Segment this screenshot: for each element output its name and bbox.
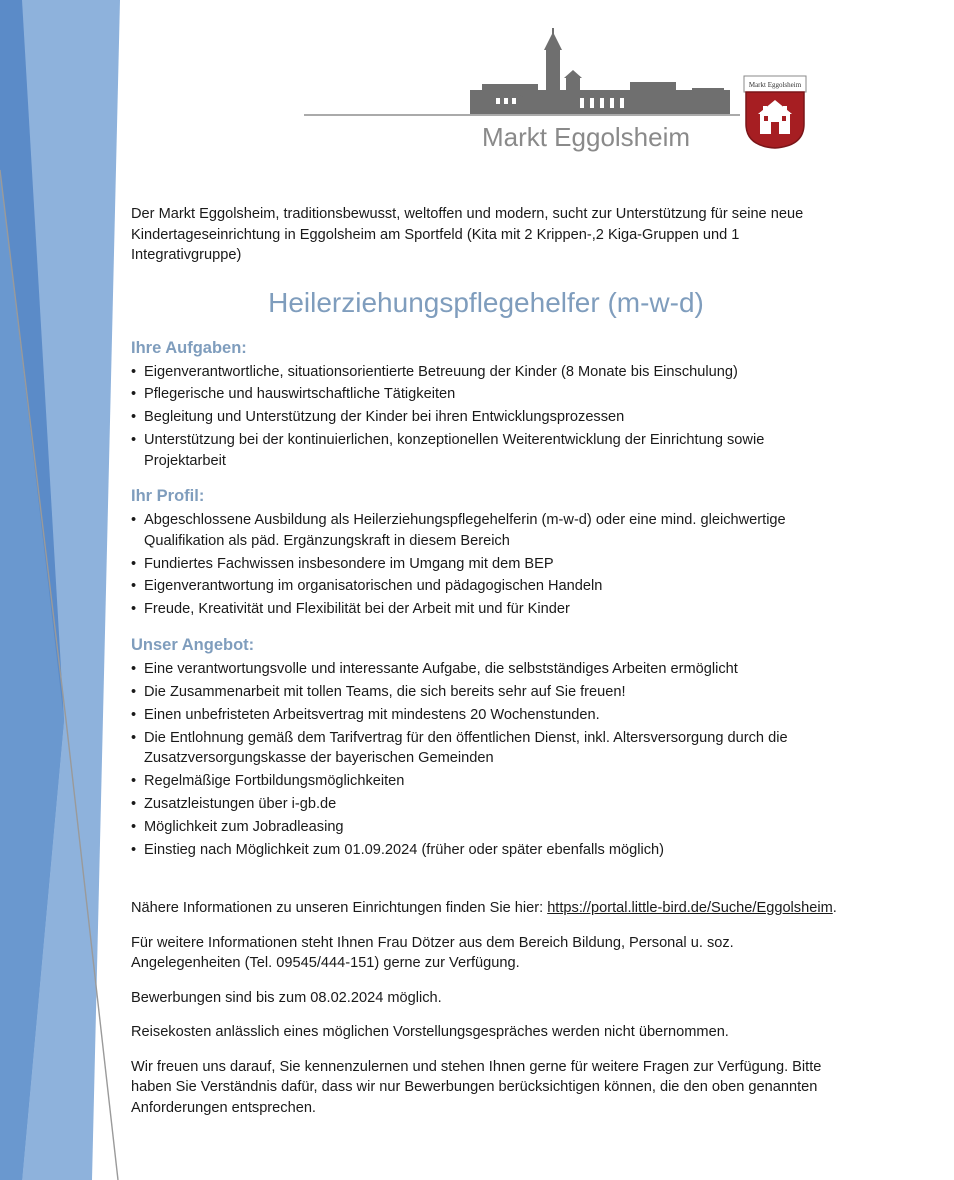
offer-list xyxy=(131,659,841,860)
info-paragraph xyxy=(131,898,841,919)
section-heading: Ihre Aufgaben: xyxy=(131,338,247,357)
section-angebot xyxy=(131,634,841,860)
list-item: • Eigenverantwortung im organisatorischen und pädagogischen Handeln xyxy=(131,576,841,597)
list-item: • Pflegerische und hauswirtschaftliche Tätigkeiten xyxy=(131,384,841,405)
job-ad-content xyxy=(131,204,841,1132)
travel-paragraph: Reisekosten anlässlich eines möglichen Vorstellungsgespräches werden nicht übernommen. xyxy=(131,1024,729,1041)
logo-text: Markt Eggolsheim xyxy=(481,122,691,152)
list-item: • Möglichkeit zum Jobradleasing xyxy=(131,817,841,838)
job-title: Heilerziehungspflegehelfer (m-w-d) xyxy=(268,286,704,318)
list-item: • Unterstützung bei der kontinuierlichen, konzeptionellen Weiterentwicklung der Einrichtung sowie Projektarbeit xyxy=(131,430,841,471)
portal-link[interactable]: https://portal.little-bird.de/Suche/Eggolsheim xyxy=(547,900,833,917)
list-item: • Regelmäßige Fortbildungsmöglichkeiten xyxy=(131,771,841,792)
list-item: • Die Zusammenarbeit mit tollen Teams, die sich bereits sehr auf Sie freuen! xyxy=(131,682,841,703)
task-list xyxy=(131,362,841,472)
info-prefix: Nähere Informationen zu unseren Einrichtungen finden Sie hier: xyxy=(131,900,548,917)
list-item: • Eigenverantwortliche, situationsorientierte Betreuung der Kinder (8 Monate bis Einschulung) xyxy=(131,362,841,383)
list-item: • Freude, Kreativität und Flexibilität bei der Arbeit mit und für Kinder xyxy=(131,599,841,620)
list-item: • Einen unbefristeten Arbeitsvertrag mit mindestens 20 Wochenstunden. xyxy=(131,705,841,726)
list-item: • Abgeschlossene Ausbildung als Heilerziehungspflegehelferin (m-w-d) oder eine mind. gleichwertige Qualifikation als päd. Ergänzungskraft in diesem Bereich xyxy=(131,510,841,551)
crest-label: Markt Eggolsheim xyxy=(748,81,802,89)
list-item: • Die Entlohnung gemäß dem Tarifvertrag für den öffentlichen Dienst, inkl. Altersversorgung durch die Zusatzversorgungskasse der bayerischen Gemeinden xyxy=(131,728,841,769)
deadline-paragraph: Bewerbungen sind bis zum 08.02.2024 möglich. xyxy=(131,989,442,1006)
list-item: • Einstieg nach Möglichkeit zum 01.09.2024 (früher oder später ebenfalls möglich) xyxy=(131,840,841,861)
section-heading: Ihr Profil: xyxy=(131,487,205,506)
closing-paragraph: Wir freuen uns darauf, Sie kennenzulernen und stehen Ihnen gerne für weitere Fragen zur Verfügung. Bitte haben Sie Verständnis dafür, dass wir nur Bewerbungen berücksichtigen können, die den oben genannten Anforderungen entsprechen. xyxy=(131,1058,822,1116)
intro-text: Der Markt Eggolsheim, traditionsbewusst, weltoffen und modern, sucht zur Unterstützung für seine neue Kindertageseinrichtung in Eggolsheim am Sportfeld (Kita mit 2 Krippen-,2 Kiga-Gruppen und 1 Integrativgruppe) xyxy=(131,206,804,263)
info-suffix: . xyxy=(832,900,837,917)
section-profil xyxy=(131,485,841,620)
skyline-icon xyxy=(304,28,740,115)
coat-of-arms-icon xyxy=(744,76,806,148)
list-item: • Eine verantwortungsvolle und interessante Aufgabe, die selbstständiges Arbeiten ermöglicht xyxy=(131,659,841,680)
list-item: • Zusatzleistungen über i-gb.de xyxy=(131,794,841,815)
contact-paragraph: Für weitere Informationen steht Ihnen Frau Dötzer aus dem Bereich Bildung, Personal u. soz. Angelegenheiten (Tel. 09545/444-151) gerne zur Verfügung. xyxy=(131,934,734,972)
section-heading: Unser Angebot: xyxy=(131,635,255,654)
section-aufgaben xyxy=(131,337,841,472)
header-logo xyxy=(300,28,820,158)
profile-list xyxy=(131,510,841,620)
list-item: • Begleitung und Unterstützung der Kinder bei ihren Entwicklungsprozessen xyxy=(131,407,841,428)
list-item: • Fundiertes Fachwissen insbesondere im Umgang mit dem BEP xyxy=(131,554,841,575)
